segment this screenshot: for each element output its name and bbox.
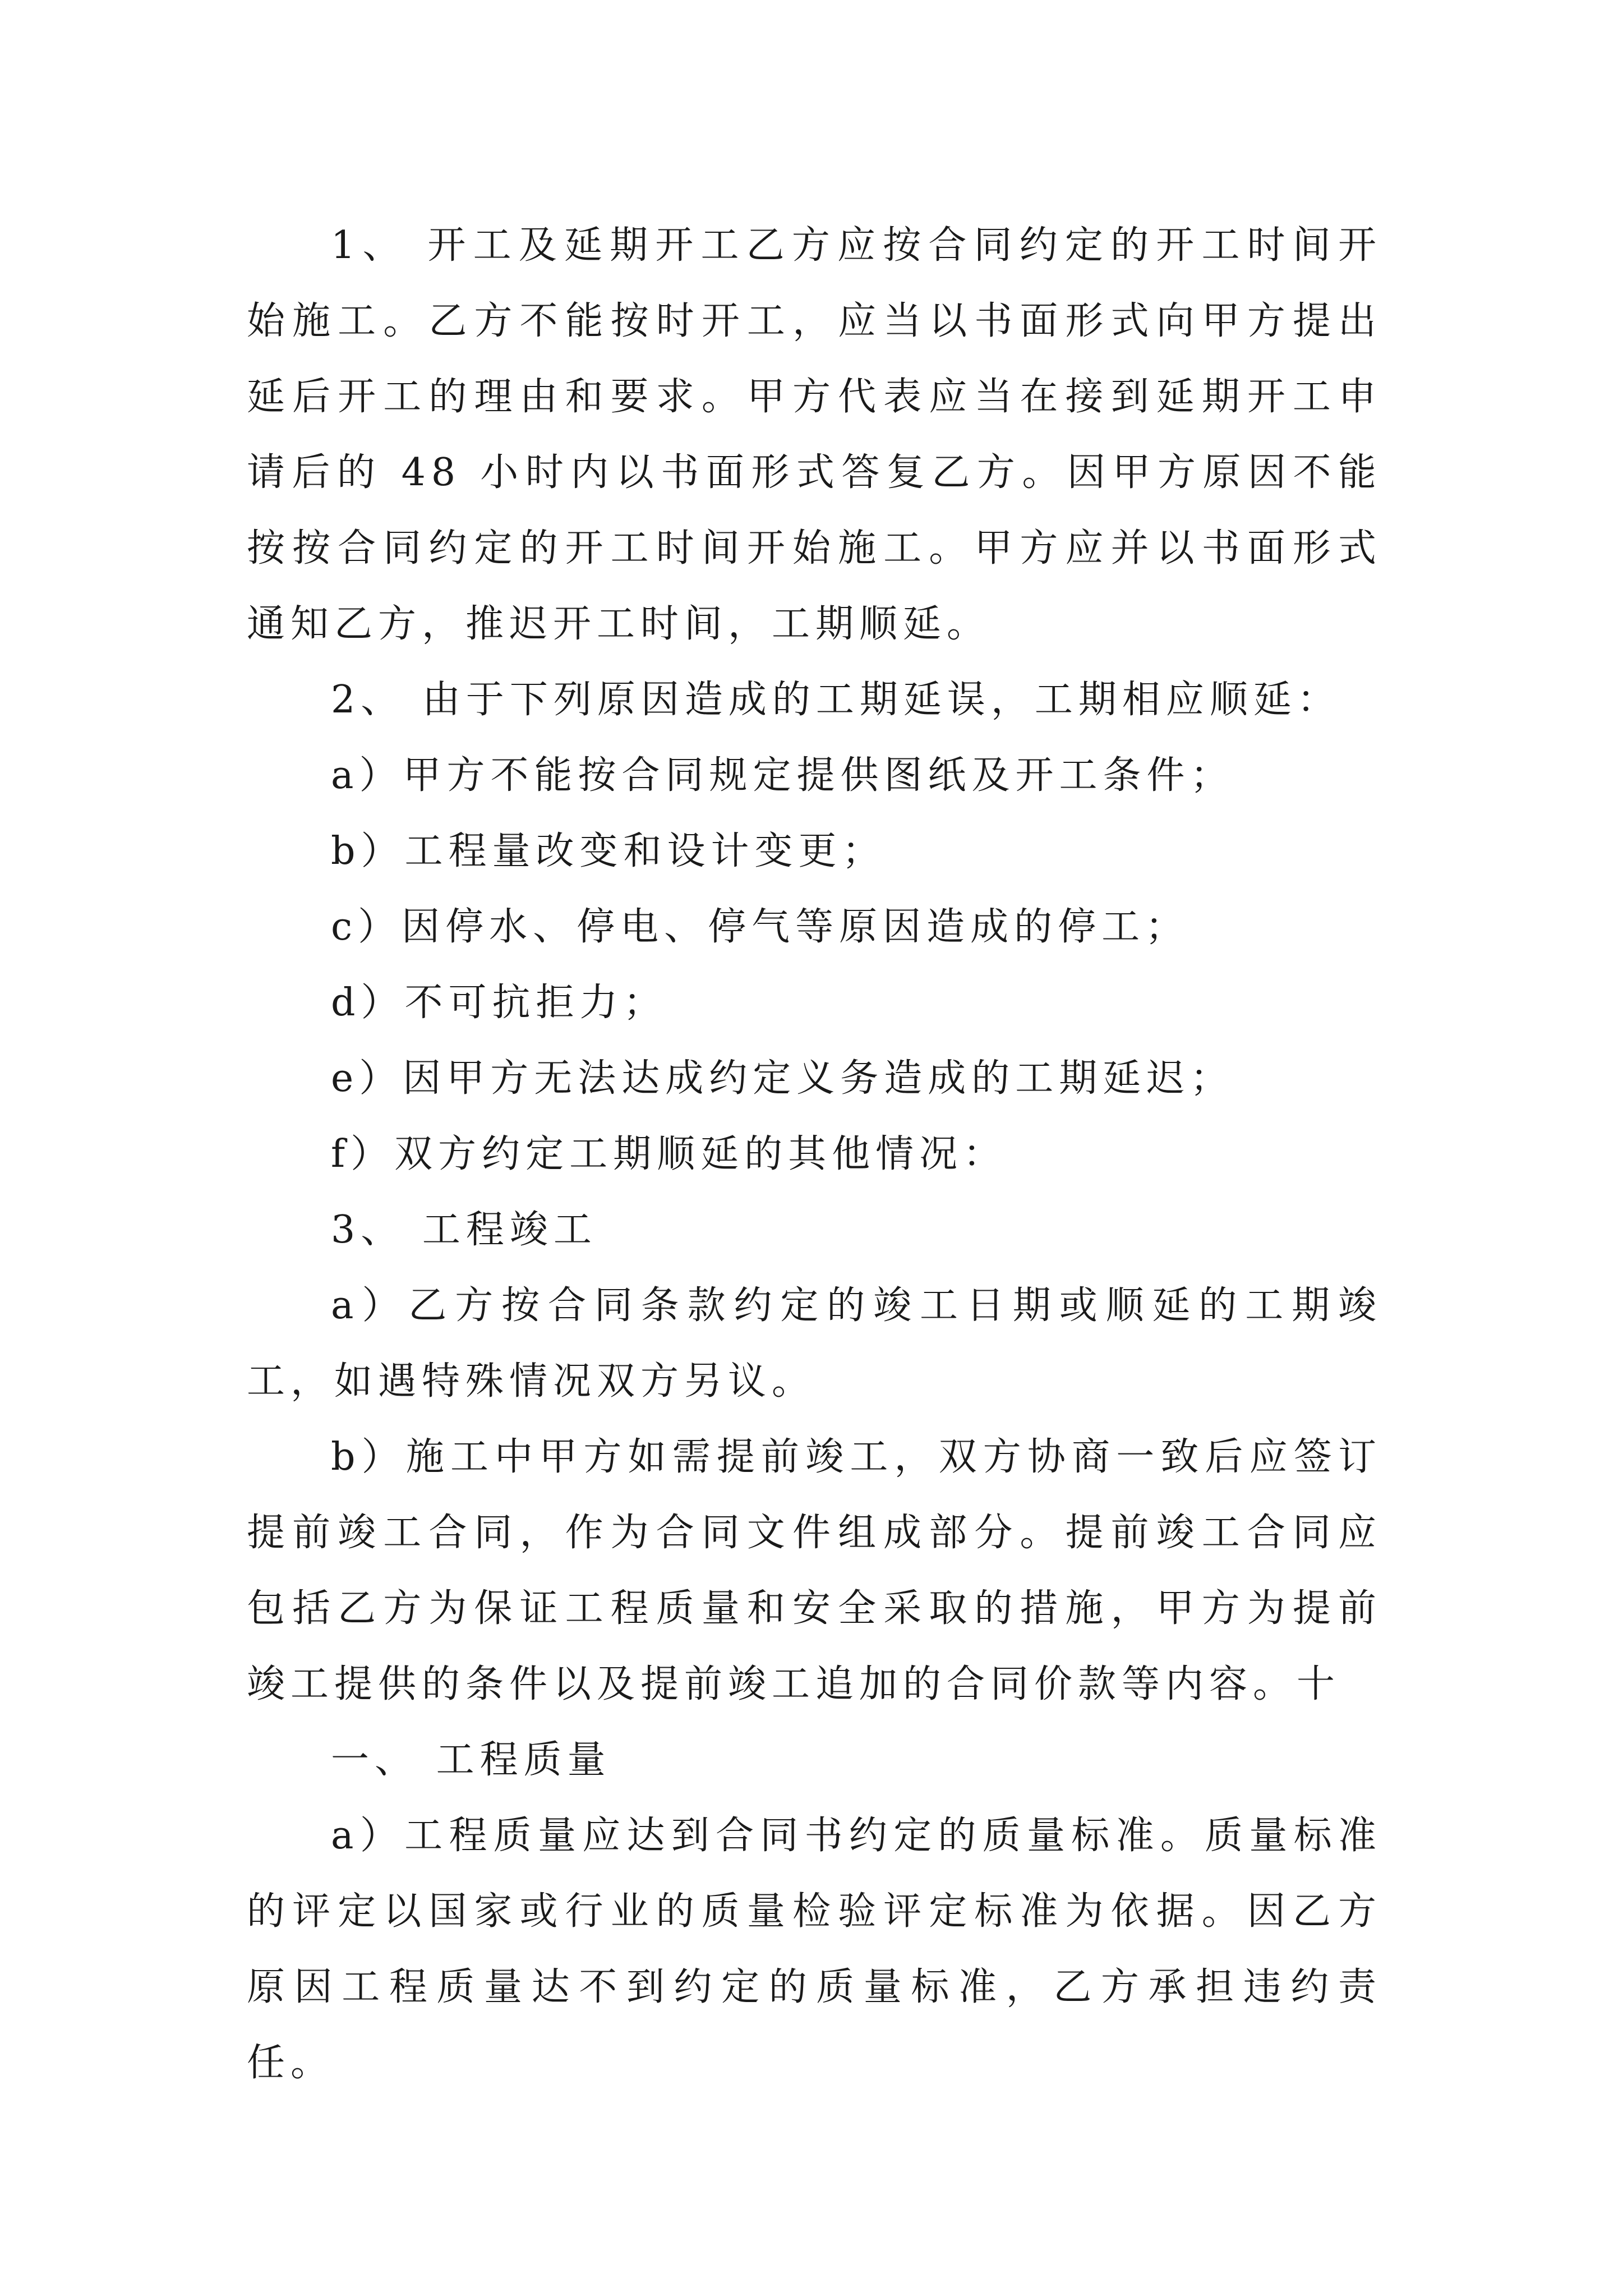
- paragraph-delay-causes-heading: 2、 由于下列原因造成的工期延误，工期相应顺延：: [331, 678, 1341, 722]
- paragraph-completion-a: a）乙方按合同条款约定的竣工日期或顺延的工期竣工，如遇特殊情况双方另议。: [247, 1283, 1382, 1404]
- list-item-e: e）因甲方无法达成约定义务造成的工期延迟；: [331, 1056, 1234, 1101]
- section-heading-completion: 3、 工程竣工: [331, 1208, 597, 1252]
- list-item-a: a）甲方不能按合同规定提供图纸及开工条件；: [331, 753, 1234, 798]
- list-item-f: f）双方约定工期顺延的其他情况：: [331, 1132, 1007, 1176]
- paragraph-commencement: 1、 开工及延期开工乙方应按合同约定的开工时间开始施工。乙方不能按时开工，应当以书面形式向甲方提出延后开工的理由和要求。甲方代表应当在接到延期开工申请后的 48 小时内以书面形式答复乙方。因甲方原因不能按按合同约定的开工时间开始施工。甲方应并以书面形式通知乙方，推迟开工时间，工期顺延。: [247, 223, 1382, 646]
- paragraph-quality-a: a）工程质量应达到合同书约定的质量标准。质量标准的评定以国家或行业的质量检验评定标准为依据。因乙方原因工程质量达不到约定的质量标准，乙方承担违约责任。: [247, 1814, 1382, 2085]
- section-heading-quality: 一、 工程质量: [331, 1738, 611, 1782]
- paragraph-completion-b: b）施工中甲方如需提前竣工，双方协商一致后应签订提前竣工合同，作为合同文件组成部分。提前竣工合同应包括乙方为保证工程质量和安全采取的措施，甲方为提前竣工提供的条件以及提前竣工追加的合同价款等内容。十: [247, 1435, 1382, 1706]
- document-body: [247, 208, 1382, 2101]
- list-item-b: b）工程量改变和设计变更；: [331, 829, 886, 873]
- list-item-c: c）因停水、停电、停气等原因造成的停工；: [331, 905, 1189, 949]
- list-item-d: d）不可抗拒力；: [331, 981, 667, 1025]
